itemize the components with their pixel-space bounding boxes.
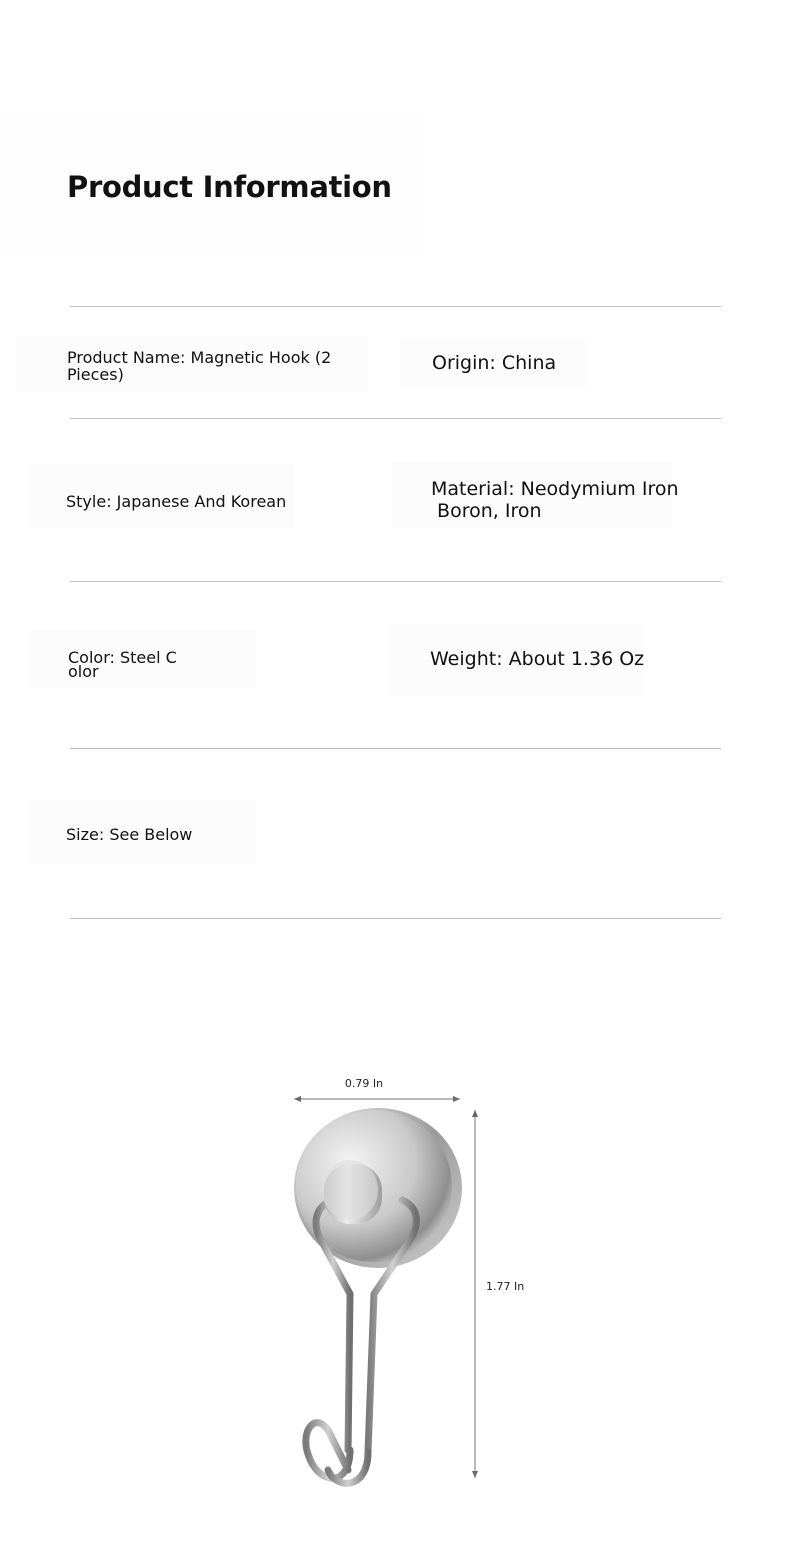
bolt-highlight xyxy=(322,1160,378,1220)
divider xyxy=(70,918,721,919)
style-text: Style: Japanese And Korean xyxy=(66,492,287,511)
product-name-text: Product Name: Magnetic Hook (2 Pieces) xyxy=(67,348,332,384)
divider xyxy=(70,306,721,307)
magnetic-hook-dimension-figure xyxy=(270,1050,560,1500)
color-text: Color: Steel C olor xyxy=(68,648,177,681)
material-text: Material: Neodymium Iron Boron, Iron xyxy=(431,478,679,522)
width-dimension xyxy=(294,1077,460,1099)
height-dimension xyxy=(475,1110,524,1478)
page-title: Product Information xyxy=(67,170,392,204)
divider xyxy=(70,418,721,419)
divider xyxy=(70,748,721,749)
divider xyxy=(70,581,721,582)
width-label: 0.79 In xyxy=(344,1077,384,1090)
height-label: 1.77 In xyxy=(486,1280,525,1293)
hook-illustration xyxy=(294,1108,462,1483)
size-text: Size: See Below xyxy=(66,825,193,844)
weight-text: Weight: About 1.36 Oz xyxy=(430,648,645,670)
origin-text: Origin: China xyxy=(432,352,557,374)
